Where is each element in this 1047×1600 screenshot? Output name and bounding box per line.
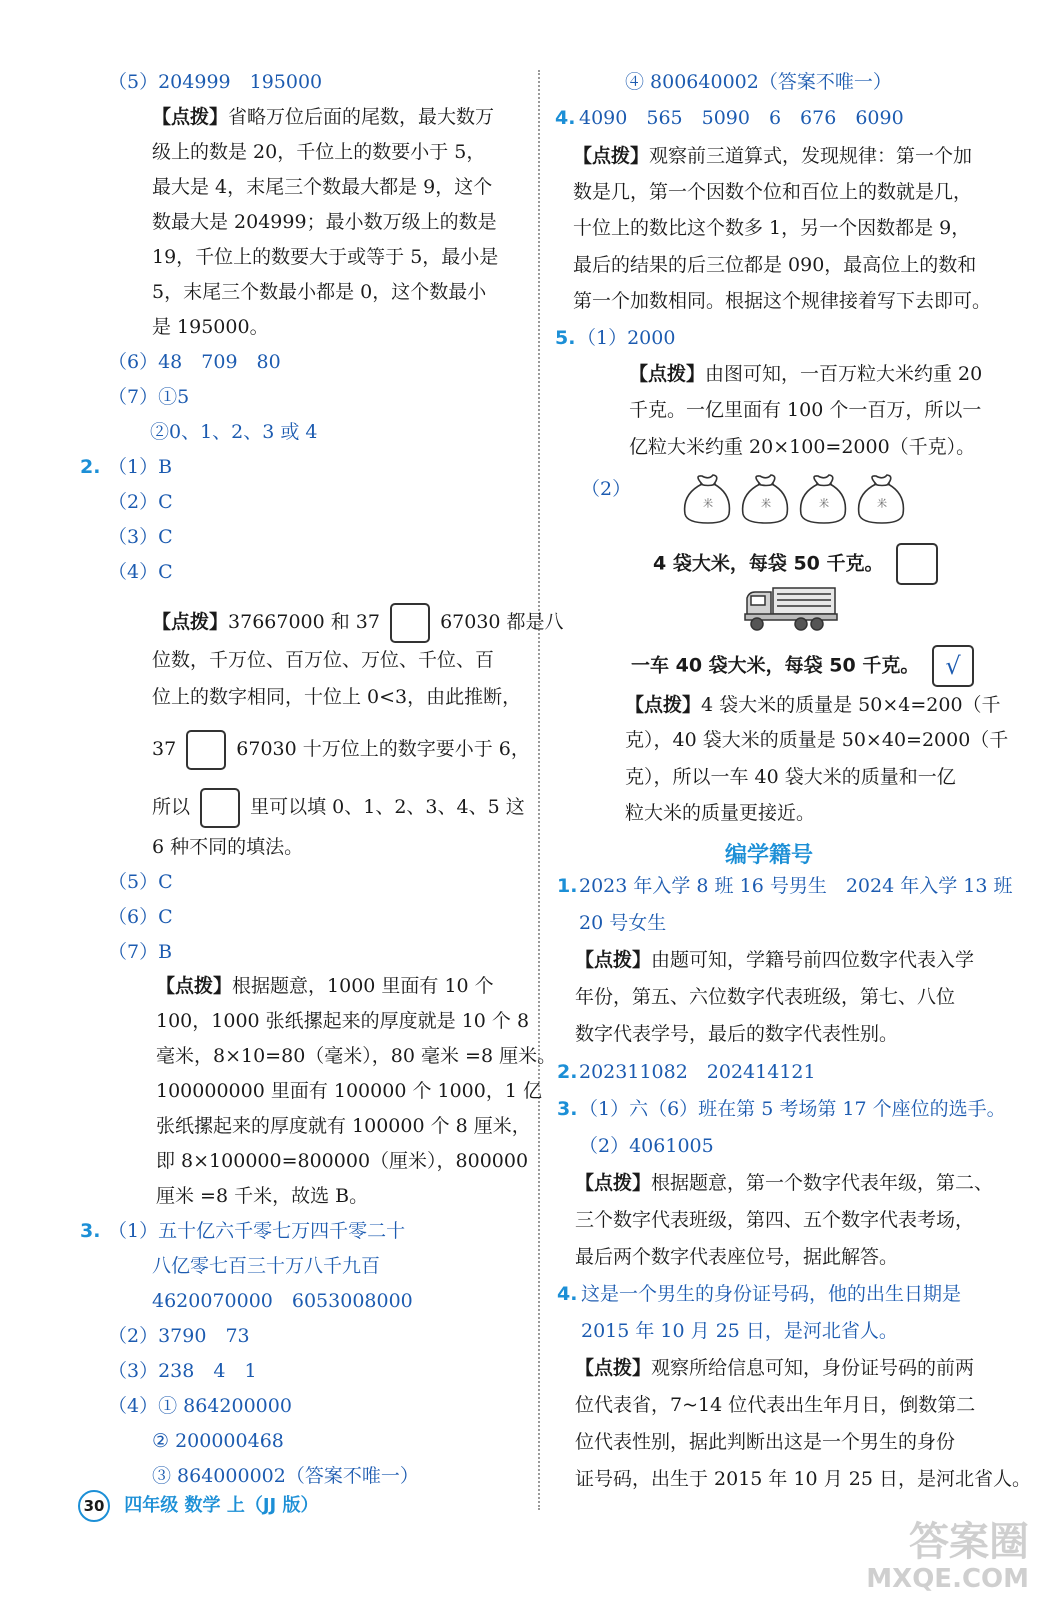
question-number: 3. (80, 1220, 101, 1242)
option-truck (631, 645, 974, 687)
watermark-text: 答案圈 (909, 1519, 1029, 1565)
book-title: 四年级 数学 上（JJ 版） (124, 1495, 319, 1516)
question-number: 4. (557, 1283, 578, 1305)
hint-tag: 【点拨】 (625, 694, 702, 716)
hint-line: 三个数字代表班级，第四、五个数字代表考场， (575, 1209, 975, 1231)
hint-line: 【点拨】观察所给信息可知，身份证号码的前两 (575, 1357, 975, 1379)
hint-text: 【点拨】37667000 和 37 (152, 611, 380, 633)
bag-label: 米 (877, 499, 887, 510)
hint-line: 【点拨】观察前三道算式，发现规律：第一个加 (573, 145, 973, 167)
q5-1-answer: （1）2000 (577, 327, 676, 349)
hint-line: 100，1000 张纸摞起来的厚度就是 10 个 8 (156, 1010, 530, 1032)
hint-text: 67030 都是八 (440, 611, 564, 633)
q2-6-answer: （6）C (108, 906, 173, 928)
hint-line: 级上的数是 20，千位上的数要小于 5， (152, 141, 486, 163)
question-number: 4. (555, 107, 576, 129)
s4-answer: 这是一个男生的身份证号码，他的出生日期是 (581, 1283, 962, 1305)
q3-3-answer: （3）238 4 1 (108, 1360, 257, 1382)
rice-bags-illustration (680, 472, 920, 526)
hint-line: 19，千位上的数要大于或等于 5，最小是 (152, 246, 499, 268)
hint-tag: 【点拨】 (575, 1172, 652, 1194)
hint-line: 十位上的数比这个数多 1，另一个因数都是 9， (573, 217, 971, 239)
hint-tag: 【点拨】 (573, 145, 650, 167)
q3-4-answer-4: ④ 800640002（答案不唯一） (625, 71, 892, 93)
hint-tag: 【点拨】 (575, 1357, 652, 1379)
hint-line: 亿粒大米约重 20×100=2000（千克）。 (629, 436, 976, 458)
hint-text: 67030 十万位上的数字要小于 6， (236, 738, 530, 760)
question-number: 2. (80, 456, 101, 478)
q3-1-answer-3: 4620070000 6053008000 (152, 1290, 413, 1312)
hint-line: 6 种不同的填法。 (152, 836, 304, 858)
s3-1-answer: （1）六（6）班在第 5 考场第 17 个座位的选手。 (579, 1098, 1006, 1120)
q3-1-answer: （1）五十亿六千零七万四千零二十 (108, 1220, 406, 1242)
q3-1-answer-2: 八亿零七百三十万八千九百 (152, 1255, 381, 1277)
q2-2-answer: （2）C (108, 491, 173, 513)
q1-5-answer: （5）204999 195000 (108, 71, 323, 93)
hint-line: 数最大是 204999；最小数万级上的数是 (152, 211, 497, 233)
option-text: 4 袋大米，每袋 50 千克。 (653, 552, 884, 575)
hint-line: 位数，千万位、百万位、万位、千位、百 (152, 649, 495, 671)
q2-1-answer: （1）B (108, 456, 173, 478)
hint-line (152, 603, 564, 643)
q3-2-answer: （2）3790 73 (108, 1325, 250, 1347)
section-title: 编学籍号 (725, 843, 814, 868)
hint-line: 年份，第五、六位数字代表班级，第七、八位 (575, 986, 956, 1008)
hint-tag: 【点拨】 (152, 106, 229, 128)
column-divider (538, 70, 540, 1510)
s3-2-answer: （2）4061005 (579, 1135, 714, 1157)
question-number: 1. (557, 875, 578, 897)
hint-line: 千克。一亿里面有 100 个一百万，所以一 (629, 399, 982, 421)
page-footer (78, 1490, 318, 1522)
hint-line: 粒大米的质量更接近。 (625, 802, 816, 824)
hint-text: 里可以填 0、1、2、3、4、5 这 (250, 796, 525, 818)
bag-label: 米 (761, 499, 771, 510)
hint-line: 毫米，8×10=80（毫米），80 毫米 =8 厘米。 (156, 1045, 557, 1067)
q3-4-answer-2: ② 200000468 (152, 1430, 284, 1452)
q3-4-answer: （4）① 864200000 (108, 1395, 292, 1417)
answer-box-checked: √ (932, 645, 974, 687)
q1-6-answer: （6）48 709 80 (108, 351, 281, 373)
page-number: 30 (78, 1490, 110, 1522)
hint-line: 厘米 =8 千米，故选 B。 (156, 1185, 369, 1207)
watermark-url: MXQE.COM (866, 1564, 1029, 1594)
watermark-logo (866, 1520, 1029, 1594)
q5-2-label: （2） (581, 478, 632, 500)
hint-text: 37 (152, 738, 177, 760)
hint-tag: 【点拨】 (575, 949, 652, 971)
hint-line: 【点拨】根据题意，第一个数字代表年级，第二、 (575, 1172, 994, 1194)
hint-line: 最大是 4，末尾三个数最大都是 9，这个 (152, 176, 493, 198)
hint-text: 所以 (152, 796, 191, 818)
q1-7-answer-2: ②0、1、2、3 或 4 (150, 421, 318, 443)
hint-line: 即 8×100000=800000（厘米），800000 (156, 1150, 529, 1172)
bag-label: 米 (819, 499, 829, 510)
hint-line (152, 788, 525, 828)
hint-line: 克），40 袋大米的质量是 50×40=2000（千 (625, 729, 1009, 751)
blank-box (186, 730, 226, 770)
s4-answer-2: 2015 年 10 月 25 日，是河北省人。 (581, 1320, 898, 1342)
hint-line: 位上的数字相同，十位上 0<3，由此推断， (152, 686, 522, 708)
hint-line: 张纸摞起来的厚度就有 100000 个 8 厘米， (156, 1115, 531, 1137)
hint-line: 100000000 里面有 100000 个 1000，1 亿 (156, 1080, 542, 1102)
q2-4-answer: （4）C (108, 561, 173, 583)
hint-tag: 【点拨】 (152, 611, 229, 633)
hint-line: 位代表省，7~14 位代表出生年月日，倒数第二 (575, 1394, 976, 1416)
hint-line: 【点拨】由题可知，学籍号前四位数字代表入学 (575, 949, 975, 971)
question-number: 2. (557, 1061, 578, 1083)
q2-7-answer: （7）B (108, 941, 173, 963)
q3-4-answer-3: ③ 864000002（答案不唯一） (152, 1465, 419, 1487)
hint-line: 【点拨】根据题意，1000 里面有 10 个 (156, 975, 494, 997)
hint-line: 位代表性别，据此判断出这是一个男生的身份 (575, 1431, 956, 1453)
blank-box (390, 603, 430, 643)
answer-box-empty (896, 543, 938, 585)
q2-5-answer: （5）C (108, 871, 173, 893)
hint-line: 【点拨】4 袋大米的质量是 50×4=200（千 (625, 694, 1001, 716)
s1-answer-2: 20 号女生 (579, 912, 667, 934)
s1-answer: 2023 年入学 8 班 16 号男生 2024 年入学 13 班 (579, 875, 1013, 897)
hint-line: 【点拨】省略万位后面的尾数，最大数万 (152, 106, 495, 128)
hint-line: 最后的结果的后三位都是 090，最高位上的数和 (573, 254, 977, 276)
question-number: 5. (555, 327, 576, 349)
hint-line: 数字代表学号，最后的数字代表性别。 (575, 1023, 899, 1045)
bag-label: 米 (703, 499, 713, 510)
hint-line: 克），所以一车 40 袋大米的质量和一亿 (625, 766, 956, 788)
blank-box (200, 788, 240, 828)
s2-answer: 202311082 202414121 (579, 1061, 816, 1083)
hint-line: 第一个加数相同。根据这个规律接着写下去即可。 (573, 290, 992, 312)
hint-line: 证号码，出生于 2015 年 10 月 25 日，是河北省人。 (575, 1468, 1031, 1490)
truck-icon (743, 582, 839, 632)
hint-line (152, 730, 530, 770)
hint-line: 数是几，第一个因数个位和百位上的数就是几， (573, 181, 973, 203)
option-text: 一车 40 袋大米，每袋 50 千克。 (631, 654, 920, 677)
hint-line: 是 195000。 (152, 316, 269, 338)
hint-line: 最后两个数字代表座位号，据此解答。 (575, 1246, 899, 1268)
q1-7-answer: （7）①5 (108, 386, 190, 408)
hint-tag: 【点拨】 (156, 975, 233, 997)
hint-line: 5，末尾三个数最小都是 0，这个数最小 (152, 281, 487, 303)
question-number: 3. (557, 1098, 578, 1120)
hint-tag: 【点拨】 (629, 363, 706, 385)
q4-answer: 4090 565 5090 6 676 6090 (579, 107, 904, 129)
q2-3-answer: （3）C (108, 526, 173, 548)
option-four-bags (653, 543, 938, 585)
hint-line: 【点拨】由图可知，一百万粒大米约重 20 (629, 363, 983, 385)
